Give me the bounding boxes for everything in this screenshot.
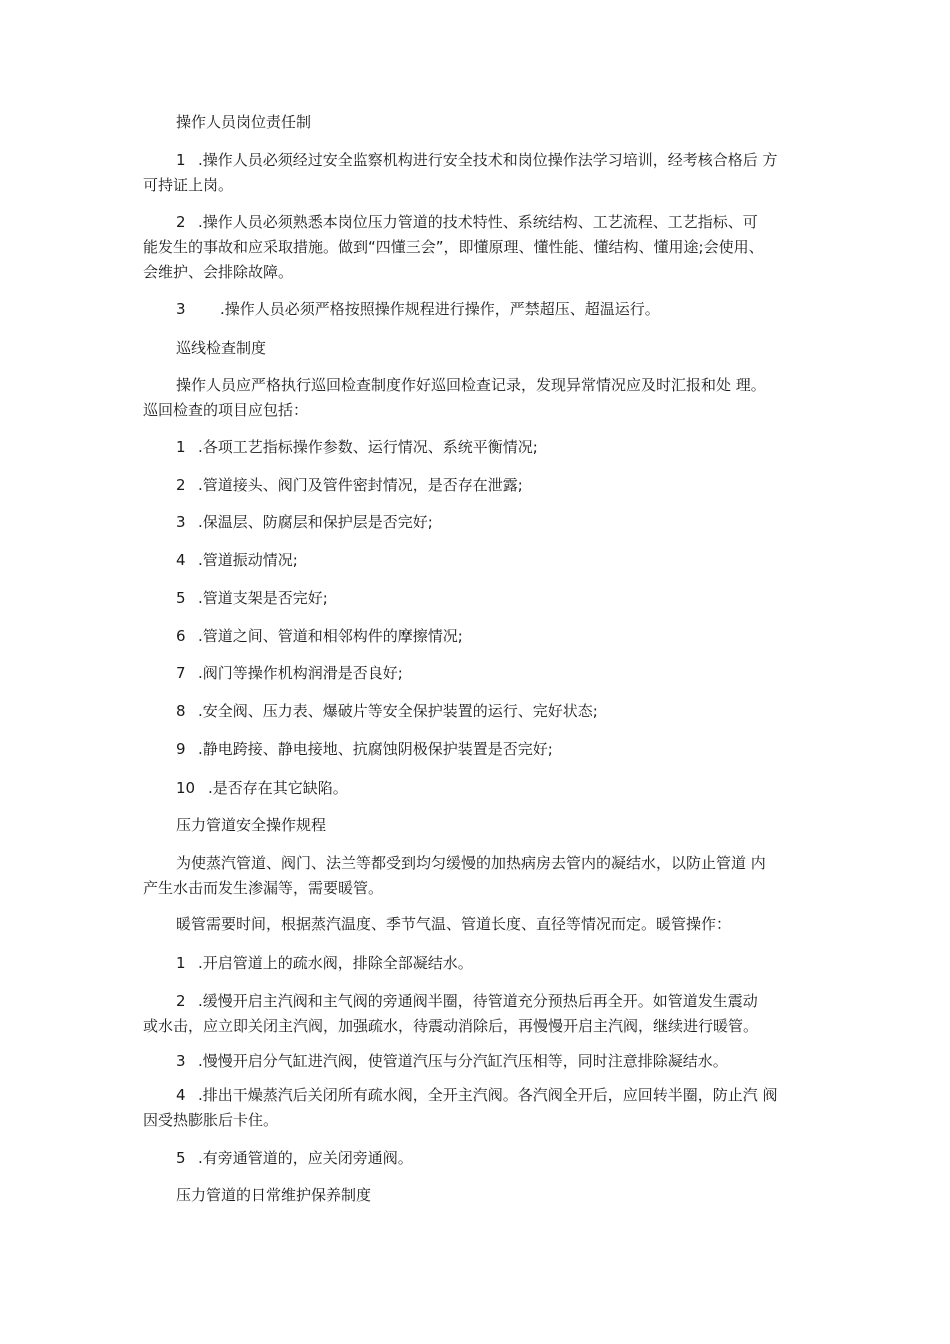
- section-title-duty: 操作人员岗位责任制: [176, 113, 312, 131]
- item-text-continued: 能发生的事故和应采取措施。做到“四懂三会”，即懂原理、懂性能、懂结构、懂用途;会使用、: [143, 238, 764, 256]
- item-text: .安全阀、压力表、爆破片等安全保护装置的运行、完好状态;: [198, 702, 598, 720]
- item-number: 6: [176, 627, 186, 645]
- item-text-continued: 可持证上岗。: [143, 176, 234, 194]
- item-text: .有旁通管道的，应关闭旁通阀。: [198, 1149, 413, 1167]
- procedure-item-4: [143, 1083, 833, 1133]
- inspection-item: [176, 586, 816, 611]
- item-text: .管道支架是否完好;: [198, 589, 328, 607]
- inspection-item: [176, 699, 816, 724]
- item-number: 2: [176, 992, 186, 1010]
- intro-text-continued: 巡回检查的项目应包括：: [143, 401, 309, 419]
- item-number: 4: [176, 1086, 186, 1104]
- procedure-item-5: [176, 1146, 816, 1171]
- item-number: 5: [176, 589, 186, 607]
- item-text: .管道之间、管道和相邻构件的摩擦情况;: [198, 627, 463, 645]
- item-number: 7: [176, 664, 186, 682]
- section-title-maintenance: 压力管道的日常维护保养制度: [176, 1186, 372, 1204]
- section-title-procedure: 压力管道安全操作规程: [176, 816, 327, 834]
- procedure-item-1: [176, 951, 816, 976]
- inspection-item: [176, 737, 816, 762]
- item-text: .管道振动情况;: [198, 551, 298, 569]
- procedure-item-2: [143, 989, 833, 1039]
- item-text: .阀门等操作机构润滑是否良好;: [198, 664, 403, 682]
- item-text: .缓慢开启主汽阀和主气阀的旁通阀半圈，待管道充分预热后再全开。如管道发生震动: [198, 992, 758, 1010]
- item-number: 4: [176, 551, 186, 569]
- item-text-continued: 或水击，应立即关闭主汽阀，加强疏水，待震动消除后，再慢慢开启主汽阀，继续进行暖管。: [143, 1017, 759, 1035]
- inspection-item: [176, 661, 816, 686]
- item-text: .操作人员必须熟悉本岗位压力管道的技术特性、系统结构、工艺流程、工艺指标、可: [198, 213, 758, 231]
- item-text: .操作人员必须严格按照操作规程进行操作，严禁超压、超温运行。: [220, 300, 660, 318]
- inspection-intro: [143, 373, 833, 423]
- inspection-item: [176, 510, 816, 535]
- procedure-intro-1: [143, 851, 833, 901]
- procedure-intro-2: 暖管需要时间，根据蒸汽温度、季节气温、管道长度、直径等情况而定。暖管操作：: [176, 915, 732, 933]
- procedure-item-3: [176, 1049, 816, 1074]
- item-text-continued: 会维护、会排除故障。: [143, 263, 294, 281]
- item-number: 9: [176, 740, 186, 758]
- item-text: .操作人员必须经过安全监察机构进行安全技术和岗位操作法学习培训，经考核合格后 方: [198, 151, 778, 169]
- item-number: 2: [176, 476, 186, 494]
- item-number: 3: [176, 1052, 186, 1070]
- inspection-item: [176, 624, 816, 649]
- intro-text: 操作人员应严格执行巡回检查制度作好巡回检查记录，发现异常情况应及时汇报和处 理。: [176, 376, 766, 394]
- intro-text: 为使蒸汽管道、阀门、法兰等都受到均匀缓慢的加热病房去管内的凝结水，以防止管道 内: [176, 854, 766, 872]
- item-number: 1: [176, 438, 186, 456]
- item-number: 5: [176, 1149, 186, 1167]
- item-text: .管道接头、阀门及管件密封情况，是否存在泄露;: [198, 476, 523, 494]
- item-text: .是否存在其它缺陷。: [208, 779, 348, 797]
- item-text: .静电跨接、静电接地、抗腐蚀阴极保护装置是否完好;: [198, 740, 553, 758]
- inspection-item: [176, 548, 816, 573]
- item-text-continued: 因受热膨胀后卡住。: [143, 1111, 279, 1129]
- item-text: .慢慢开启分气缸进汽阀，使管道汽压与分汽缸汽压相等，同时注意排除凝结水。: [198, 1052, 728, 1070]
- item-number: 2: [176, 213, 186, 231]
- item-number: 10: [176, 779, 196, 797]
- item-number: 3: [176, 300, 186, 318]
- item-number: 3: [176, 513, 186, 531]
- inspection-item: [176, 473, 816, 498]
- item-text: .排出干燥蒸汽后关闭所有疏水阀，全开主汽阀。各汽阀全开后，应回转半圈，防止汽 阀: [198, 1086, 778, 1104]
- section-title-inspection: 巡线检查制度: [176, 339, 267, 357]
- item-number: 1: [176, 151, 186, 169]
- intro-text-continued: 产生水击而发生渗漏等，需要暖管。: [143, 879, 384, 897]
- inspection-item: [176, 435, 816, 460]
- item-number: 1: [176, 954, 186, 972]
- item-text: .开启管道上的疏水阀，排除全部凝结水。: [198, 954, 473, 972]
- duty-item-1: [143, 148, 833, 198]
- item-number: 8: [176, 702, 186, 720]
- duty-item-2: [143, 210, 833, 285]
- item-text: .各项工艺指标操作参数、运行情况、系统平衡情况;: [198, 438, 538, 456]
- inspection-item: [176, 776, 816, 801]
- duty-item-3: [176, 297, 816, 322]
- item-text: .保温层、防腐层和保护层是否完好;: [198, 513, 433, 531]
